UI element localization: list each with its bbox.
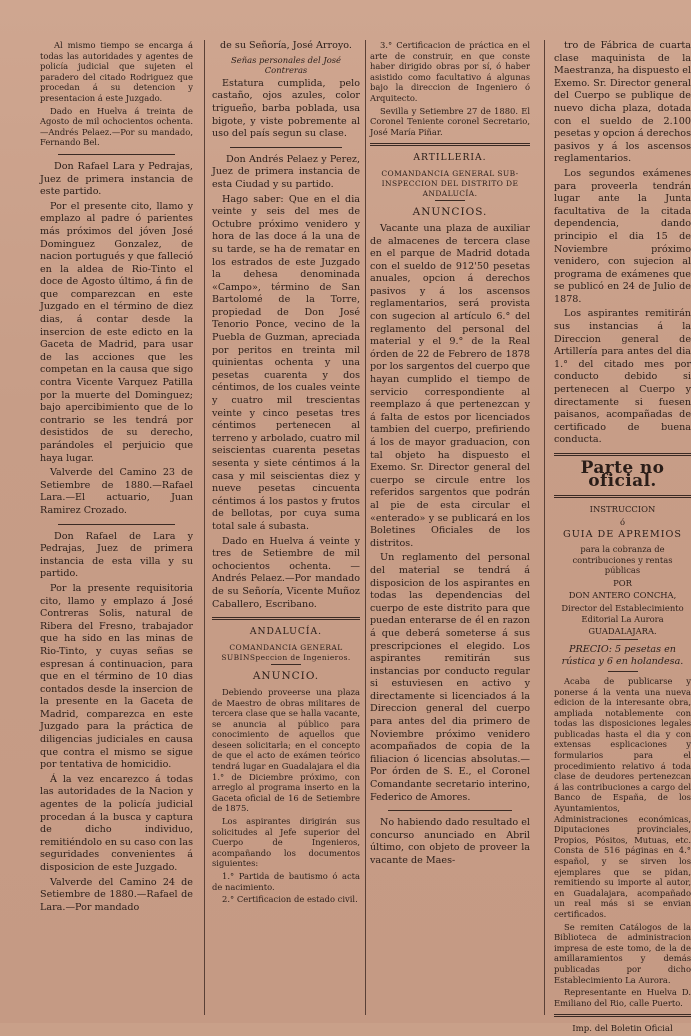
paragraph: Acaba de publicarse y ponerse á la venta una nueva edicion de la interesante obra, ampliada notablemente con todas las disposiciones legales publicadas hasta el dia y con extensas esplicaciones y formularios para el procedimiento relativo á toda clase de deudores pertenezcan á las contribuciones a cargo del Banco de España, de los Ayuntamientos, Administraciones económicas, Diputaciones provinciales, Propios, Pósitos, Mutuas, etc. Consta de 516 páginas en 4.° español, y se sirven los ejemplares que se pidan, remitiendo su importe al autor, en Guadalajara, acompañado un real más si se envian certificados. <box>554 675 691 919</box>
separator <box>554 1014 691 1017</box>
paragraph: Don Andrés Pelaez y Perez, Juez de primera instancia de esta Ciudad y su partido. <box>212 153 360 190</box>
paragraph: 2.° Certificacion de estado civil. <box>222 894 358 905</box>
paragraph: Dado en Huelva á veinte y tres de Setiembre de mil ochocientos ochenta. — Andrés Pelaez.—Por mandado de su Señoría, Vicente Muñoz Caballero, Escribano. <box>212 535 360 610</box>
book-title: ó <box>619 516 626 527</box>
separator <box>608 639 638 640</box>
paragraph: Al mismo tiempo se encarga á todas las autoridades y agentes de policía judicial que sujeten el paradero del citado Rodriguez que procedan á su detencion y presentacion á este Juzgado. <box>40 40 193 103</box>
paragraph: tro de Fábrica de cuarta clase maquinista de la Maestranza, ha dispuesto el Exemo. Sr. Director general del Cuerpo se publique de nuevo dicha plaza, dotada con el sueldo de 2.100 pesetas y opcion á derechos pasivos y á los ascensos reglamentarios. <box>554 40 691 165</box>
paragraph: Valverde del Camino 23 de Setiembre de 1880.—Rafael Lara.—El actuario, Juan Ramirez Crozado. <box>40 467 193 516</box>
section-title: ARTILLERIA. <box>413 152 487 164</box>
separator <box>554 453 691 456</box>
book-title: INSTRUCCION <box>589 504 656 515</box>
paragraph: Hago saber: Que en el dia veinte y seis del mes de Octubre próximo venidero y hora de las doce á la una de su tarde, se ha de rematar en los estrados de este Juzgado la dehesa denominada «Campo», término de San Bartolomé de la Torre, propiedad de Don José Tenorio Ponce, vecino de la Puebla de Guzman, apreciada por peritos en treinta mil quinientas ochenta y una pesetas cuarenta y dos céntimos, de los cuales veinte y cuatro mil trescientas veinte y cinco pesetas tres céntimos pertenecen al terreno y arbolado, cuatro mil seiscientas cuarenta pesetas sesenta y siete céntimos á la casa y mil seiscientas diez y nueve pesetas cincuenta céntimos á los pastos y frutos de bellotas, por cuya suma total sale á subasta. <box>212 193 360 532</box>
separator <box>58 154 175 155</box>
notice-heading: ANUNCIOS. <box>412 206 488 219</box>
separator <box>370 143 530 146</box>
separator <box>554 495 691 498</box>
column-rule <box>204 40 205 1015</box>
book-place: GUADALAJARA. <box>588 626 657 637</box>
separator <box>271 664 301 665</box>
separator <box>388 810 512 811</box>
paragraph: 1.° Partida de bautismo ó acta de nacimiento. <box>212 871 360 892</box>
paragraph: Por el presente cito, llamo y emplazo al padre ó parientes más próximos del jóven José Dominguez Gonzalez, de nacion portugués y que falleció en la aldea de Rio-Tinto el doce de Agosto último, á fin de que comparezcan en este Juzgado en el término de diez dias, á contar desde la insercion de este edicto en la Gaceta de Madrid, para usar de las acciones que les competan en la causa que sigo contra Vicente Varquez Patilla por la muerte del Dominguez; bajo apercibimiento que de lo contrario se les tendrá por desistidos de su derecho, parándoles el perjuicio que haya lugar. <box>40 200 193 464</box>
paragraph: Los aspirantes remitirán sus instancias á la Direccion general de Artillería para antes del dia 1.° del citado mes por conducto debido si pertenecen al Cuerpo y directamente si fuesen paisanos, acompañadas de certificado de buena conducta. <box>554 308 691 446</box>
column-3 <box>370 40 530 1015</box>
column-1 <box>40 40 193 1015</box>
paragraph: Vacante una plaza de auxiliar de almacenes de tercera clase en el parque de Madrid dotada con el sueldo de 912'50 pesetas anuales, opcion á derechos pasivos y á los ascensos reglamentarios, será provista con sugecion al artículo 6.° del reglamento del personal del material y el 9.° de la Real órden de 22 de Febrero de 1878 por los sargentos del cuerpo que hayan cumplido el tiempo de servicio correspondiente al reemplazo á que pertenezcan y á falta de estos por licenciados tambien del cuerpo, prefiriendo á los de mayor graduacion, con tal objeto ha dispuesto el Exemo. Sr. Director general del cuerpo se circule entre los referidos sargentos que podrán al pie de esta circular el «enterado» y se publicará en los Boletines Oficiales de los distritos. <box>370 222 530 549</box>
paragraph: Estatura cumplida, pelo castaño, ojos azules, color trigueño, barba poblada, usa bigote, y viste pobremente al uso del país segun su clase. <box>212 77 360 140</box>
paragraph: Á la vez encarezco á todas las autoridades de la Nacion y agentes de la policía judicial procedan á la busca y captura de dicho individuo, remitiéndolo en su caso con las seguridades convenientes á disposicion de este Juzgado. <box>40 773 194 873</box>
notice-heading: ANUNCIO. <box>252 670 320 683</box>
section-title: ANDALUCÍA. <box>249 626 323 638</box>
separator <box>230 147 342 148</box>
column-4 <box>554 40 691 1035</box>
paragraph: Se remiten Catálogos de la Biblioteca de administracion impresa de este tomo, de la de amillaramientos y demás publicadas por dicho Establecimiento La Aurora. <box>554 921 691 985</box>
separator <box>608 671 638 672</box>
paragraph: Por la presente requisitoria cito, llamo y emplazo á José Contreras Solis, natural de Ribera del Fresno, trabajador que ha sido en las minas de Rio-Tinto, y cuyas señas se espresan á continuacion, para que en el término de 10 dias contados desde la insercion de la presente en la Gaceta de Madrid, comparezca en este Juzgado para la práctica de diligencias judiciales en causa que contra el mismo se sigue por tentativa de homicidio. <box>40 582 193 771</box>
separator <box>435 200 465 201</box>
paragraph: Los segundos exámenes para proveerla tendrán lugar ante la Junta facultativa de la citada dependencia, dando principio el dia 15 de Noviembre próximo venidero, con sujecion al programa de exámenes que se publicó en 24 de Julio de 1878. <box>554 167 691 305</box>
subheading: Señas personales del José Contreras <box>231 54 341 76</box>
paragraph: Representante en Huelva D. Emiliano del Rio, calle Puerto. <box>554 987 691 1008</box>
separator <box>58 524 175 525</box>
column-rule <box>365 40 366 1015</box>
column-2 <box>212 40 360 1015</box>
paragraph: Don Rafael Lara y Pedrajas, Juez de primera instancia de este partido. <box>40 160 193 198</box>
paragraph: Los aspirantes dirigirán sus solicitudes al Jefe superior del Cuerpo de Ingenieros, acompañando los documentos siguientes: <box>212 816 360 869</box>
paragraph: No habiendo dado resultado el concurso anunciado en Abril último, con objeto de proveer la vacante de Maes- <box>370 817 530 867</box>
section-subtitle: COMANDANCIA GENERAL SUB-INSPECCION DEL DISTRITO DE ANDALUCÍA. <box>381 168 519 198</box>
printer-credit: Imp. del Boletin Oficial <box>572 1024 673 1035</box>
paragraph: de su Señoría, José Arroyo. <box>220 40 352 51</box>
book-subtitle: para la cobranza de contribuciones y rentas públicas <box>572 543 673 576</box>
section-subtitle: COMANDANCIA GENERAL SUBINSpeccion de Ingenieros. <box>221 642 351 662</box>
section-title: Parte no oficial. <box>580 458 665 491</box>
column-rule <box>544 40 545 1015</box>
paragraph: Don Rafael de Lara y Pedrajas, Juez de primera instancia de esta villa y su partido. <box>40 530 193 580</box>
paragraph: Dado en Huelva á treinta de Agosto de mil ochocientos ochenta.—Andrés Pelaez.—Por su mandado, Fernando Bel. <box>40 105 193 148</box>
paragraph: Debiendo proveerse una plaza de Maestro de obras militares de tercera clase que se halla vacante, se anuncia al público para conocimiento de aquellos que deseen solicitarla; en el concepto de que el acto de exámen teórico tendrá lugar en Guadalajara el dia 1.° de Diciembre próximo, con arreglo al programa inserto en la Gaceta oficial de 16 de Setiembre de 1875. <box>212 686 360 814</box>
paragraph: Valverde del Camino 24 de Setiembre de 1880.—Rafael de Lara.—Por mandado <box>40 876 193 913</box>
book-author-title: Director del Establecimiento Editorial La Aurora <box>561 602 684 624</box>
book-price: PRECIO: 5 pesetas en rústica y 6 en holandesa. <box>561 643 684 668</box>
book-by: POR <box>613 577 632 588</box>
paragraph: 3.° Certificacion de práctica en el arte de construir, en que conste haber dirigido obras por sí, ó haber asistido como facultativo á algunas bajo la direccion de Ingeniero ó Arquitecto. <box>370 40 530 103</box>
book-author: DON ANTERO CONCHA, <box>568 590 677 601</box>
paragraph: Sevilla y Setiembre 27 de 1880. El Coronel Teniente coronel Secretario, José María Piñar. <box>370 105 530 137</box>
separator <box>212 617 360 620</box>
book-title: GUIA DE APREMIOS <box>563 529 682 541</box>
paragraph: Un reglamento del personal del material se tendrá á disposicion de los aspirantes en todas las dependencias del cuerpo de este distrito para que puedan enterarse de él en razon á que deberá someterse á sus prescripciones el elegido. Los aspirantes remitirán sus instancias por conducto regular si estuviesen en activo y directamente si licenciados á la Direccion general del cuerpo para antes del dia primero de Noviembre próximo venidero acompañados de copia de la filiacion ó licencias absolutas.— Por órden de S. E., el Coronel Comandante secretario interino, Federico de Amores. <box>370 552 530 803</box>
